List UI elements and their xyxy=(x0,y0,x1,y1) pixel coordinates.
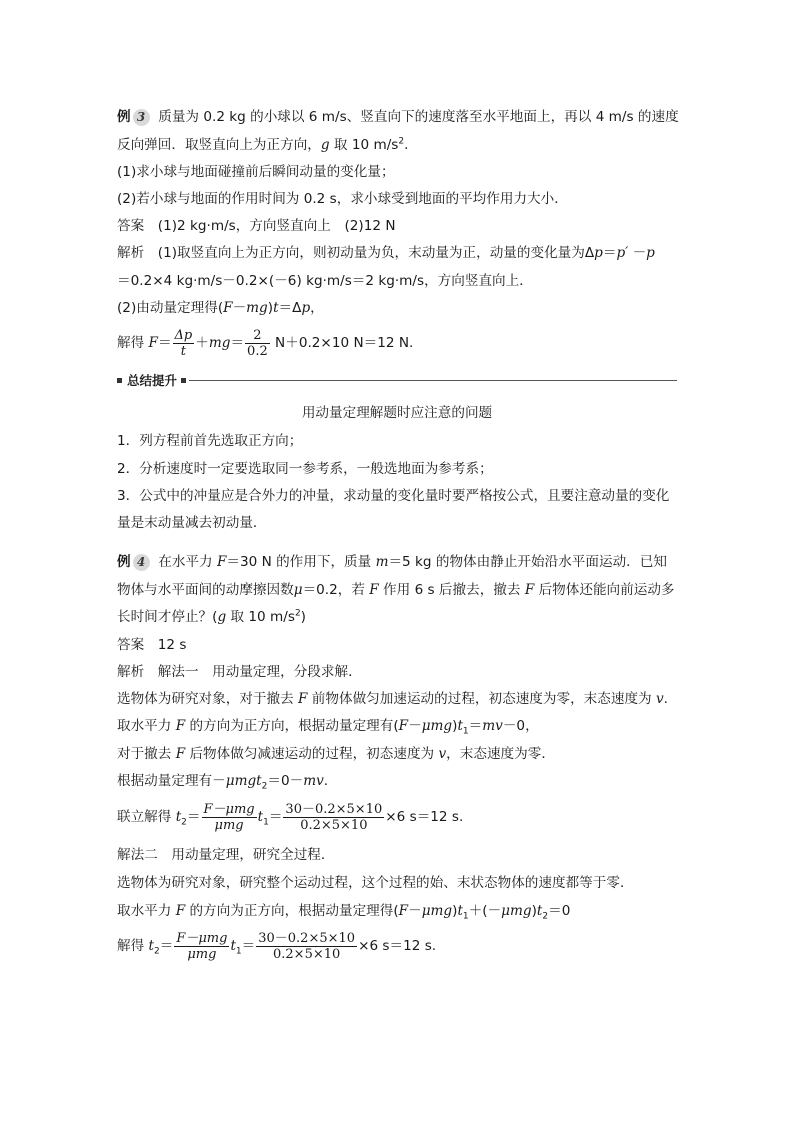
summary-title: 用动量定理解题时应注意的问题 xyxy=(301,405,493,421)
text: 的方向为正方向，根据动量定理有( xyxy=(185,718,399,734)
text: ×6 s＝12 s. xyxy=(358,938,437,954)
var-t: t xyxy=(148,938,154,954)
fraction xyxy=(283,802,384,833)
denominator: 0.2×5×10 xyxy=(300,817,368,833)
text: ＝5 kg 的物体由静止开始沿水平面运动．已知 xyxy=(388,554,667,570)
subscript: 2 xyxy=(542,911,549,922)
example-label: 例 xyxy=(117,554,131,570)
text: － xyxy=(232,300,247,316)
text: . xyxy=(663,691,668,707)
var-mg: mg xyxy=(208,335,231,351)
numerator: 30－0.2×5×10 xyxy=(285,801,383,817)
text: 根据动量定理有－ xyxy=(117,773,226,789)
example-3-line-2 xyxy=(117,135,408,155)
text: ＝0.2，若 xyxy=(302,582,370,598)
var-F: F xyxy=(175,746,186,762)
example-4-line-1 xyxy=(117,552,667,572)
example-label: 例 xyxy=(117,109,131,125)
summary-point-1: 1．列方程前首先选取正方向； xyxy=(117,433,303,449)
denominator: 0.2 xyxy=(247,343,268,359)
var-F: F xyxy=(298,691,308,707)
var-p: p xyxy=(594,245,603,261)
example-4-line-3 xyxy=(117,607,306,627)
var-F: F xyxy=(398,903,409,919)
text: ＝ xyxy=(157,335,172,351)
text: 取水平力 xyxy=(117,903,176,919)
var-F: F xyxy=(398,718,409,734)
text: ＝0－ xyxy=(267,773,304,789)
text: 对于撤去 xyxy=(117,746,176,762)
example-4-solution-1: 解析 解法一 用动量定理，分段求解． xyxy=(117,664,362,680)
var-F: F xyxy=(148,335,158,351)
example-4-solution-8: 选物体为研究对象，研究整个运动过程，这个过程的始、末状态物体的速度都等于零． xyxy=(117,875,634,891)
var-t: t xyxy=(257,809,264,825)
fraction xyxy=(256,931,357,962)
fraction xyxy=(202,802,257,833)
var-mumgt: μmgt xyxy=(225,773,262,789)
text: ＝30 N 的作用下，质量 xyxy=(226,554,376,570)
text: . xyxy=(404,137,409,153)
text: － xyxy=(408,903,422,919)
var-F: F xyxy=(175,903,186,919)
denominator: μmg xyxy=(187,946,217,962)
example-4-solution-2 xyxy=(117,689,668,709)
var-F: F xyxy=(216,554,227,570)
example-4-solution-5 xyxy=(117,771,328,791)
example-3-solution-line-2: ＝0.2×4 kg·m/s－0.2×(－6) kg·m/s＝2 kg·m/s，方向竖直向上． xyxy=(117,273,533,289)
text: － xyxy=(628,245,647,261)
example-4-solution-3 xyxy=(117,716,539,736)
subscript: 1 xyxy=(462,726,469,737)
text: ＝0 xyxy=(548,903,571,919)
bullet-square-icon xyxy=(117,378,122,383)
example-4-solution-6 xyxy=(117,800,463,834)
example-4-answer: 答案 12 s xyxy=(117,637,187,653)
subscript: 1 xyxy=(235,946,242,957)
text: ) xyxy=(300,609,306,625)
text: ＝ xyxy=(230,335,245,351)
var-mg: mg xyxy=(246,300,268,316)
var-g: g xyxy=(217,609,227,625)
text: 的方向为正方向，根据动量定理得( xyxy=(185,903,399,919)
text: ) xyxy=(267,300,274,316)
text: 解析 (1)取竖直向上为正方向，则初动量为负，末动量为正，动量的变化量为Δ xyxy=(117,245,595,261)
example-4-solution-10 xyxy=(117,929,436,963)
text: (2)由动量定理得( xyxy=(117,300,224,316)
text: ＝ xyxy=(602,245,617,261)
summary-point-3: 3．公式中的冲量应是合外力的冲量，求动量的变化量时要严格按公式，且要注意动量的变化 xyxy=(117,488,670,504)
text: 反向弹回．取竖直向上为正方向， xyxy=(117,137,321,153)
example-3-question-2: (2)若小球与地面的作用时间为 0.2 s，求小球受到地面的平均作用力大小． xyxy=(117,191,568,207)
text: 后物体做匀减速运动的过程，初态速度为 xyxy=(185,746,439,762)
subscript: 1 xyxy=(462,911,469,922)
denominator: μmg xyxy=(214,817,244,833)
subscript: 2 xyxy=(181,817,187,828)
text: ＝Δ xyxy=(278,300,302,316)
var-F: F xyxy=(524,582,535,598)
text: ，末态速度为零． xyxy=(446,746,555,762)
example-3-solution-line-4 xyxy=(117,326,413,360)
example-3-badge xyxy=(117,107,150,127)
example-4-solution-4 xyxy=(117,744,555,764)
text: 取 10 m/s xyxy=(226,609,295,625)
var-v: v xyxy=(655,691,664,707)
text: ＝ xyxy=(186,809,201,825)
text: 取 10 m/s xyxy=(329,137,399,153)
text: 物体与水平面间的动摩擦因数 xyxy=(117,582,294,598)
var-t: t xyxy=(175,809,182,825)
var-F: F xyxy=(223,300,233,316)
text: . xyxy=(323,773,329,789)
text: ＝ xyxy=(159,938,174,954)
text: －0， xyxy=(502,718,539,734)
text: ) xyxy=(452,718,458,734)
example-3-answer: 答案 (1)2 kg·m/s，方向竖直向上 (2)12 N xyxy=(117,218,396,234)
example-4-badge xyxy=(117,552,150,572)
fraction xyxy=(245,328,270,359)
text: 选物体为研究对象，对于撤去 xyxy=(117,691,299,707)
var-g: g xyxy=(320,137,330,153)
text: 解得 xyxy=(117,335,149,351)
var-p: p xyxy=(646,245,655,261)
var-mu: μ xyxy=(293,582,303,598)
subscript: 2 xyxy=(153,946,160,957)
var-mumg: μmg xyxy=(421,718,453,734)
text: － xyxy=(408,718,422,734)
text: 在水平力 xyxy=(158,554,217,570)
text: ＝ xyxy=(268,809,283,825)
var-p: p xyxy=(301,300,311,316)
example-4-solution-7: 解法二 用动量定理，研究全过程． xyxy=(117,847,335,863)
text: ＋(－ xyxy=(468,903,502,919)
text: 取水平力 xyxy=(117,718,176,734)
numerator: Δp xyxy=(174,327,193,343)
fraction xyxy=(174,931,229,962)
example-3-solution-line-3 xyxy=(117,298,324,318)
example-3-line-1 xyxy=(117,107,679,127)
subscript: 2 xyxy=(261,781,268,792)
text: N＋0.2×10 N＝12 N. xyxy=(270,335,414,351)
text: ) xyxy=(531,903,537,919)
fraction xyxy=(173,328,195,359)
text: ＝ xyxy=(241,938,256,954)
var-v: v xyxy=(438,746,447,762)
numerator: 30－0.2×5×10 xyxy=(258,930,356,946)
text: ＋ xyxy=(195,335,209,351)
example-3-solution-line-1 xyxy=(117,243,655,263)
text: 后物体还能向前运动多 xyxy=(534,582,675,598)
var-t: t xyxy=(457,718,463,734)
text: ， xyxy=(310,300,324,316)
example-4-solution-9 xyxy=(117,901,570,921)
var-t: t xyxy=(536,903,543,919)
var-mumg: μmg xyxy=(501,903,532,919)
text: ＝ xyxy=(468,718,483,734)
numerator: F－μmg xyxy=(176,930,228,946)
summary-point-2: 2．分析速度时一定要选取同一参考系，一般选地面为参考系； xyxy=(117,461,493,477)
divider xyxy=(189,380,677,381)
var-p-prime: p′ xyxy=(616,245,629,261)
text: 长时间才停止？( xyxy=(117,609,218,625)
var-t: t xyxy=(230,938,236,954)
summary-point-3-cont: 量是末动量减去初动量． xyxy=(117,515,267,531)
example-number-circle-icon: 3 xyxy=(133,109,150,126)
text: 作用 6 s 后撤去，撤去 xyxy=(378,582,525,598)
subscript: 1 xyxy=(263,817,269,828)
denominator: 0.2×5×10 xyxy=(273,946,341,962)
text: 前物体做匀加速运动的过程，初态速度为零，末态速度为 xyxy=(307,691,656,707)
text: 解得 xyxy=(117,938,149,954)
bullet-square-icon xyxy=(181,378,186,383)
superscript: 2 xyxy=(398,136,405,147)
var-mv: mv xyxy=(482,718,503,734)
var-m: m xyxy=(375,554,389,570)
var-t: t xyxy=(457,903,463,919)
summary-label: 总结提升 xyxy=(127,373,178,388)
example-3-question-1: (1)求小球与地面碰撞前后瞬间动量的变化量； xyxy=(117,164,395,180)
example-number-circle-icon: 4 xyxy=(133,554,150,571)
numerator: F－μmg xyxy=(203,801,255,817)
text: 联立解得 xyxy=(117,809,176,825)
var-F: F xyxy=(369,582,379,598)
text: ×6 s＝12 s. xyxy=(385,809,464,825)
denominator: t xyxy=(180,343,187,359)
superscript: 2 xyxy=(294,608,301,619)
example-4-line-2 xyxy=(117,580,675,600)
example-3-text: 质量为 0.2 kg 的小球以 6 m/s、竖直向下的速度落至水平地面上，再以 4 m/s 的速度 xyxy=(158,109,679,125)
var-mv: mv xyxy=(303,773,324,789)
var-mumg: μmg xyxy=(421,903,453,919)
var-F: F xyxy=(175,718,186,734)
numerator: 2 xyxy=(245,328,270,344)
text: ) xyxy=(452,903,458,919)
var-t: t xyxy=(273,300,279,316)
summary-header xyxy=(117,372,677,390)
